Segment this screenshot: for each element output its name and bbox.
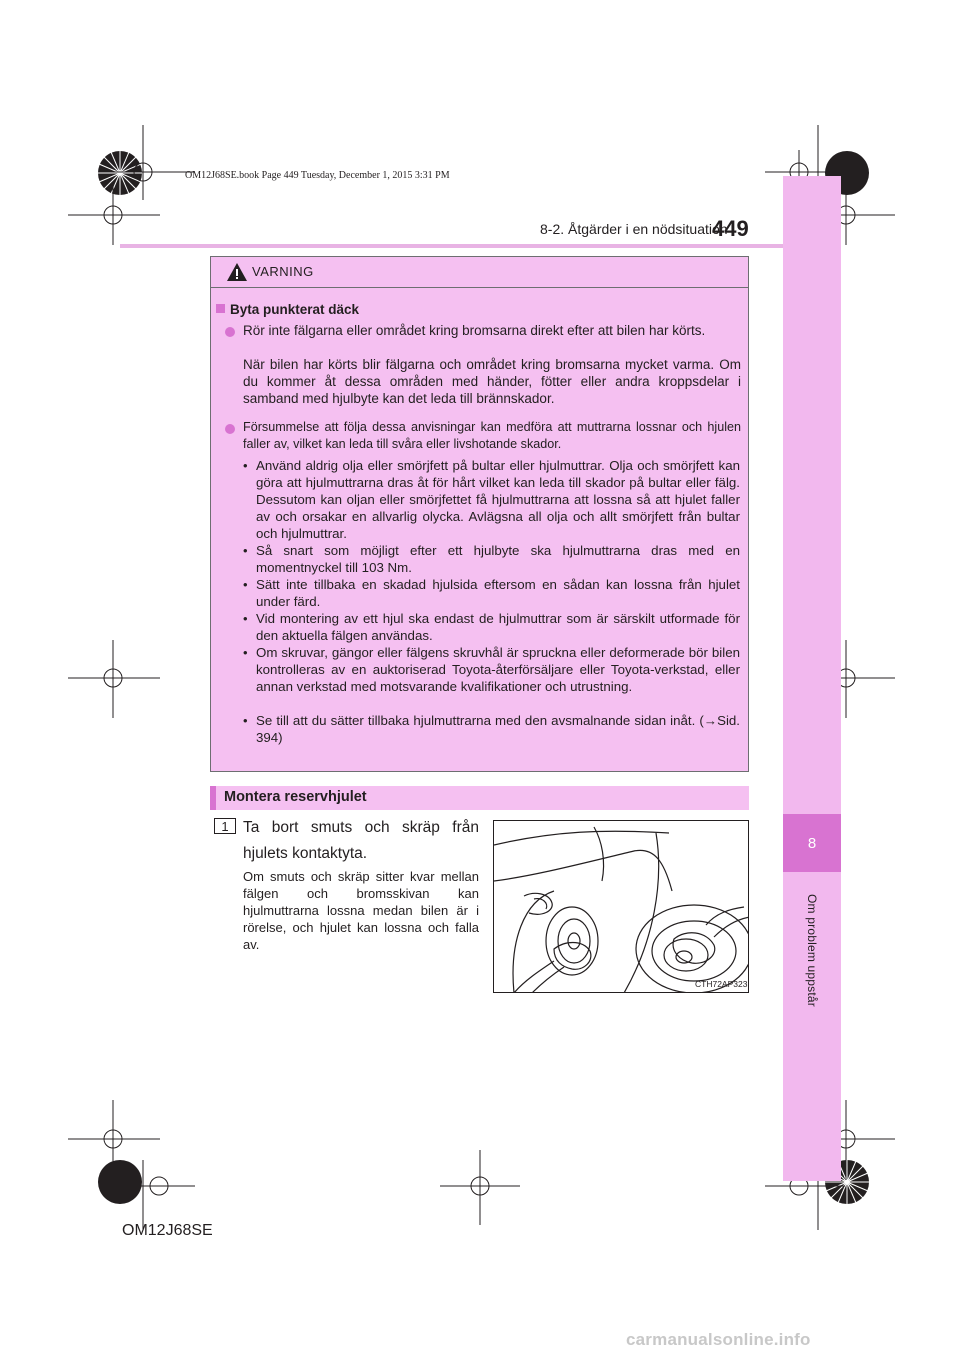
warning-sub-item-6: Se till att du sätter tillbaka hjulmuttrarna med den avsmalnande sidan inåt. (→Sid. 394) bbox=[256, 713, 740, 745]
watermark: carmanualsonline.info bbox=[626, 1330, 811, 1349]
sub-item-bullet: • bbox=[243, 645, 248, 660]
warning-bullet-1: Rör inte fälgarna eller området kring bromsarna direkt efter att bilen har körts. bbox=[243, 323, 706, 338]
step-number: 1 bbox=[214, 818, 236, 834]
warning-sub-item-2: Så snart som möjligt efter ett hjulbyte ska hjulmuttrarna dras med en momentnyckel till 103 Nm. bbox=[256, 543, 740, 575]
sub-item-bullet: • bbox=[243, 577, 248, 592]
sub-item-bullet: • bbox=[243, 458, 248, 473]
warning-sub-item-4: Vid montering av ett hjul ska endast de hjulmuttrar som är särskilt utformade för den aktuella fälgen användas. bbox=[256, 611, 740, 643]
warning-triangle-icon bbox=[226, 262, 248, 282]
document-code: OM12J68SE bbox=[122, 1222, 213, 1239]
warning-title: VARNING bbox=[252, 264, 314, 279]
header-rule bbox=[120, 244, 783, 248]
warning-sub-item-3: Sätt inte tillbaka en skadad hjulsida eftersom en sådan kan lossna från hjulet under färd. bbox=[256, 577, 740, 609]
section-heading: Montera reservhjulet bbox=[224, 789, 367, 805]
warning-bullet-1-extra: När bilen har körts blir fälgarna och området kring bromsarna mycket varma. Om du kommer åt dessa områden med händer, fötter eller andra kroppsdelar i samband med hjulbyte kan det leda till brännskador. bbox=[243, 357, 741, 406]
step-text: Ta bort smuts och skräp från hjulets kontaktyta. bbox=[243, 819, 479, 862]
sub-item-bullet: • bbox=[243, 543, 248, 558]
warning-bullet-2: Försummelse att följa dessa anvisningar kan medföra att muttrarna lossnar och hjulen faller av, vilket kan leda till svåra eller livshotande skador. bbox=[243, 420, 741, 451]
sub-item-bullet: • bbox=[243, 713, 248, 728]
illustration-code: CTH72AP323 bbox=[695, 979, 748, 989]
illustration-clean-wheel-hub bbox=[493, 820, 749, 993]
bullet-dot-icon bbox=[225, 327, 235, 337]
step-note: Om smuts och skräp sitter kvar mellan fälgen och bromsskivan kan hjulmuttrarna lossna medan bilen är i rörelse, och hjulet kan lossna och falla av. bbox=[243, 869, 479, 952]
sub-item-bullet: • bbox=[243, 611, 248, 626]
book-info: OM12J68SE.book Page 449 Tuesday, December 1, 2015 3:31 PM bbox=[185, 170, 450, 181]
warning-sub-item-1: Använd aldrig olja eller smörjfett på bultar eller hjulmuttrar. Olja och smörjfett kan göra att hjulmuttrarna dras åt för hårt vilket kan leda till skador på bultar eller fälg. Dessutom kan oljan eller smörjfettet få hjulmuttrarna att lossna så att hjulet faller av och orsakar en allvarlig olycka. Avlägsna all olja och allt smörjfett från bultar och hjulmuttrar. bbox=[256, 458, 740, 541]
section-band-accent bbox=[210, 786, 216, 810]
warning-sub-item-5: Om skruvar, gängor eller fälgens skruvhål är spruckna eller deformerade bör bilen kontrolleras av en auktoriserad Toyota-återförsäljare eller Toyota-verkstad, eller annan verkstad med motsvarande kvalifikationer och utrustning. bbox=[256, 645, 740, 694]
chapter-label-text: Om problem uppstår bbox=[805, 893, 819, 1007]
chapter-number: 8 bbox=[807, 834, 817, 852]
chapter-tab-strip bbox=[783, 176, 841, 1181]
chapter-label bbox=[776, 880, 848, 1020]
running-section-title: 8-2. Åtgärder i en nödsituation bbox=[540, 221, 728, 237]
square-bullet-icon bbox=[216, 304, 225, 313]
page-number: 449 bbox=[712, 216, 749, 241]
wheel-cleaning-drawing bbox=[494, 821, 749, 993]
warning-heading bbox=[216, 302, 359, 317]
bullet-dot-icon bbox=[225, 424, 235, 434]
warning-heading-text: Byta punkterat däck bbox=[230, 302, 360, 317]
